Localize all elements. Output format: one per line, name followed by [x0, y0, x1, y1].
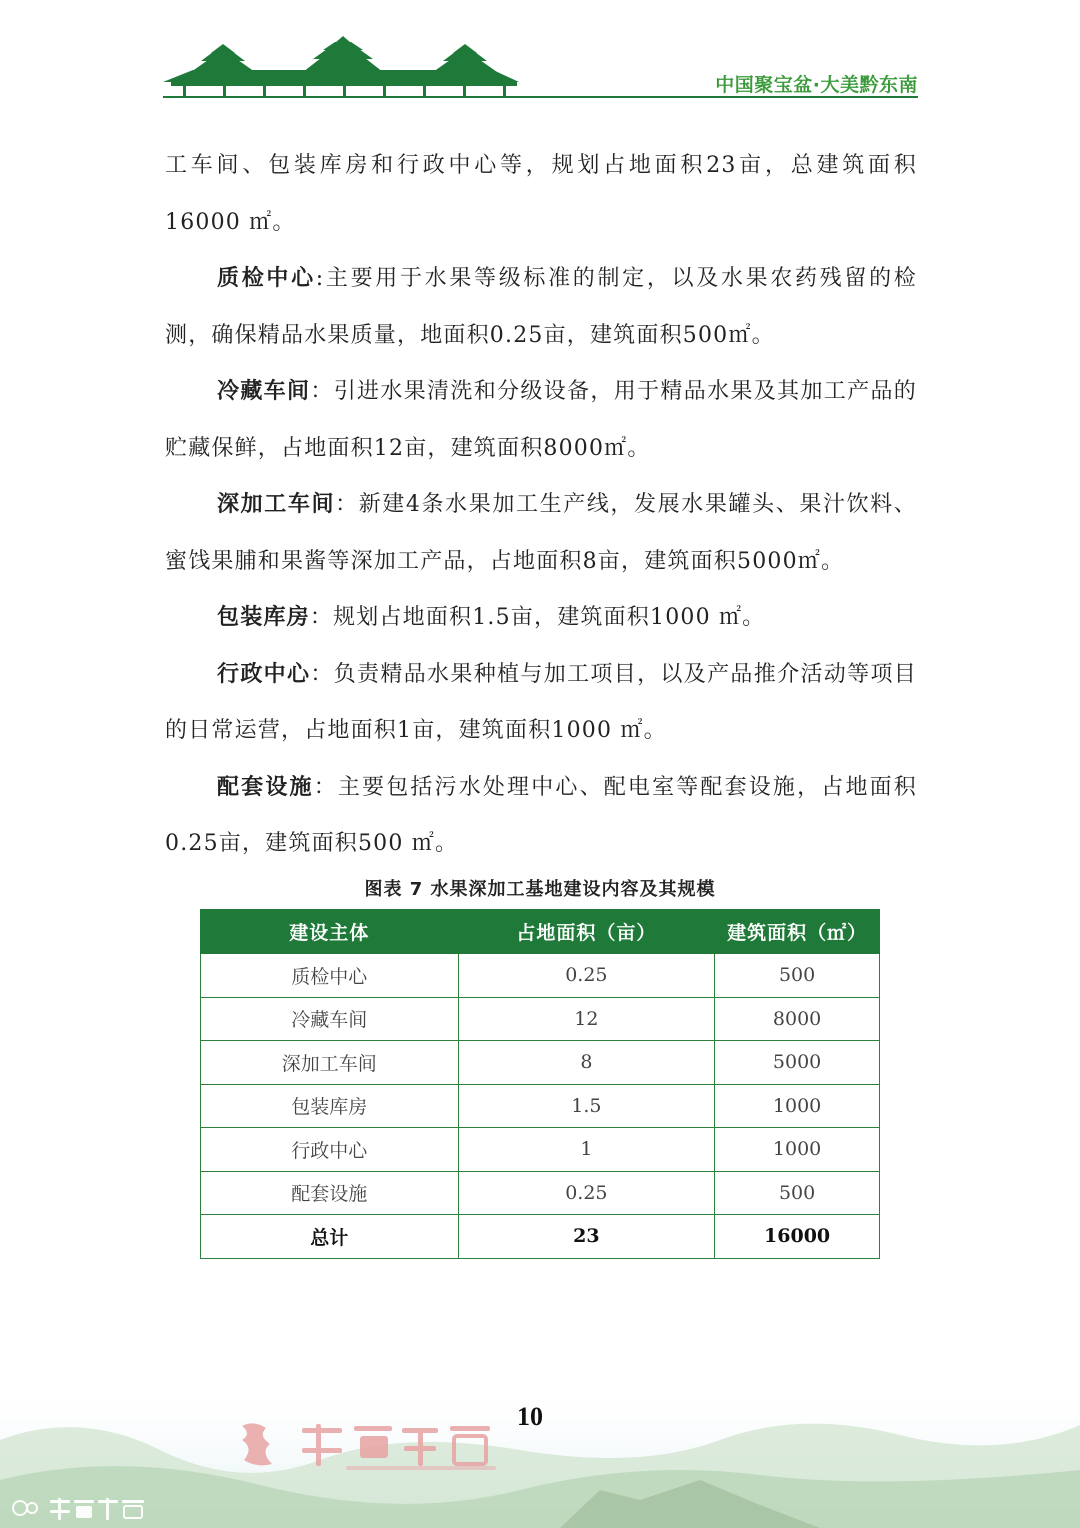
- table-cell: 12: [458, 997, 715, 1041]
- column-header: 建筑面积（㎡）: [715, 910, 880, 954]
- paragraph-label: 质检中心: [217, 266, 316, 291]
- table-cell: 1: [458, 1128, 715, 1172]
- table-cell: 8: [458, 1041, 715, 1085]
- paragraph-label: 深加工车间: [217, 492, 336, 517]
- paragraph-label: 冷藏车间: [217, 379, 311, 404]
- table-cell: 5000: [715, 1041, 880, 1085]
- table-row: [201, 1084, 880, 1128]
- table-cell: 冷藏车间: [201, 997, 459, 1041]
- table-cell: 1000: [715, 1128, 880, 1172]
- table-row: [201, 1128, 880, 1172]
- column-header: 占地面积（亩）: [458, 910, 715, 954]
- table-row: [201, 1171, 880, 1215]
- page-number: 10: [517, 1402, 543, 1431]
- table-cell: 23: [458, 1215, 715, 1259]
- table-cell: 16000: [715, 1215, 880, 1259]
- wind-rain-bridge-icon: [163, 36, 523, 98]
- table-row: [201, 997, 880, 1041]
- construction-scale-table: [200, 909, 880, 1259]
- table-cell: 深加工车间: [201, 1041, 459, 1085]
- column-header: 建设主体: [201, 910, 459, 954]
- paragraph-intro: 工车间、包装库房和行政中心等，规划占地面积23亩，总建筑面积16000 ㎡。: [165, 153, 917, 235]
- document-body: [165, 138, 917, 873]
- table-cell: 500: [715, 954, 880, 998]
- paragraph-cold-storage: 冷藏车间：引进水果清洗和分级设备，用于精品水果及其加工产品的贮藏保鲜，占地面积12亩，建筑面积8000㎡。: [165, 379, 917, 461]
- table-cell: 8000: [715, 997, 880, 1041]
- paragraph-label: 配套设施: [217, 774, 314, 800]
- table-row: [201, 954, 880, 998]
- header-divider: [163, 96, 918, 98]
- paragraph-label: 包装库房: [217, 605, 310, 630]
- table-cell: 1000: [715, 1084, 880, 1128]
- page-header: [163, 36, 918, 102]
- table-cell: 质检中心: [201, 954, 459, 998]
- table-cell: 500: [715, 1171, 880, 1215]
- paragraph-packaging: 包装库房：规划占地面积1.5亩，建筑面积1000 ㎡。: [217, 605, 766, 630]
- paragraph-deep-processing: 深加工车间：新建4条水果加工生产线，发展水果罐头、果汁饮料、蜜饯果脯和果酱等深加工产品，占地面积8亩，建筑面积5000㎡。: [165, 492, 917, 574]
- watermark-logo: [10, 1494, 150, 1524]
- table-total-row: [201, 1215, 880, 1259]
- paragraph-facilities: 配套设施：主要包括污水处理中心、配电室等配套设施，占地面积0.25亩，建筑面积500 ㎡。: [165, 774, 917, 856]
- brand-logo: [236, 1418, 506, 1476]
- paragraph-label: 行政中心: [217, 661, 311, 687]
- paragraph-admin-center: 行政中心：负责精品水果种植与加工项目，以及产品推介活动等项目的日常运营，占地面积1亩，建筑面积1000 ㎡。: [165, 661, 917, 743]
- table-header-row: [201, 910, 880, 954]
- table-cell: 1.5: [458, 1084, 715, 1128]
- table-cell: 配套设施: [201, 1171, 459, 1215]
- paragraph-quality-center: 质检中心:主要用于水果等级标准的制定，以及水果农药残留的检测，确保精品水果质量，地面积0.25亩，建筑面积500㎡。: [165, 266, 917, 348]
- table-cell: 总计: [201, 1215, 459, 1259]
- table-cell: 行政中心: [201, 1128, 459, 1172]
- header-slogan: 中国聚宝盆·大美黔东南: [715, 74, 918, 96]
- table-cell: 包装库房: [201, 1084, 459, 1128]
- table-cell: 0.25: [458, 954, 715, 998]
- table-caption: 图表 7 水果深加工基地建设内容及其规模: [364, 879, 716, 900]
- table-cell: 0.25: [458, 1171, 715, 1215]
- table-row: [201, 1041, 880, 1085]
